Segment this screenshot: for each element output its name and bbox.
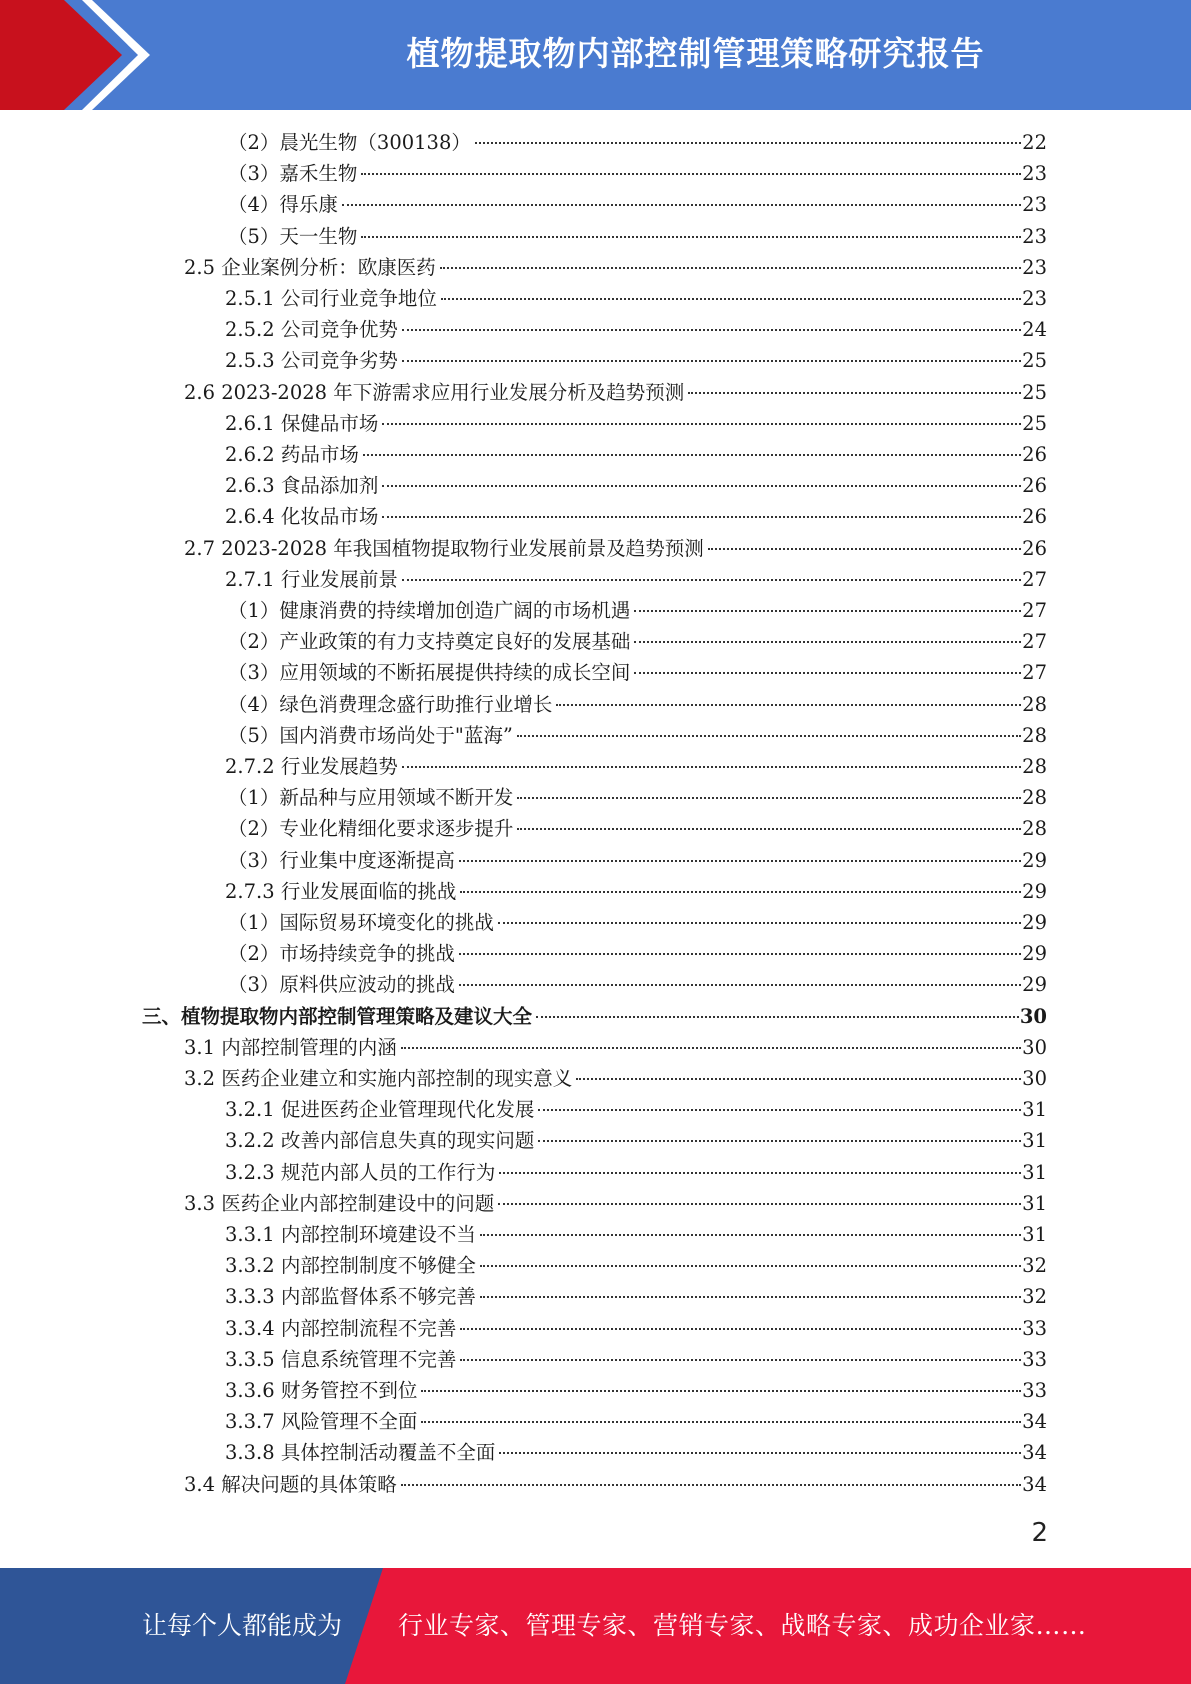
toc-entry-page: 26: [1022, 443, 1047, 466]
toc-entry-title: 3.3.2 内部控制制度不够健全: [225, 1254, 476, 1278]
toc-entry-title: 3.3.5 信息系统管理不完善: [225, 1347, 457, 1371]
toc-entry[interactable]: [184, 1063, 1047, 1094]
toc-entry-page: 24: [1022, 318, 1047, 342]
toc-entry[interactable]: [228, 158, 1047, 189]
toc-entry-page: 30: [1022, 1067, 1047, 1090]
toc-entry[interactable]: [225, 439, 1047, 470]
toc-entry-page: 33: [1022, 1347, 1047, 1371]
toc-dot-leader: [460, 1328, 1021, 1330]
toc-dot-leader: [402, 329, 1021, 331]
toc-entry[interactable]: [225, 345, 1047, 376]
toc-dot-leader: [459, 984, 1021, 986]
toc-entry-title: 3.2.2 改善内部信息失真的现实问题: [225, 1129, 535, 1153]
toc-entry-title: 3.3.7 风险管理不全面: [225, 1410, 418, 1434]
toc-entry-page: 34: [1022, 1410, 1047, 1434]
toc-entry[interactable]: [184, 252, 1047, 283]
toc-dot-leader: [499, 1452, 1021, 1454]
toc-dot-leader: [634, 641, 1021, 643]
toc-entry-page: 28: [1022, 723, 1047, 747]
toc-entry-page: 33: [1022, 1316, 1047, 1340]
toc-entry[interactable]: [184, 1032, 1047, 1063]
toc-entry-page: 26: [1022, 505, 1047, 529]
toc-dot-leader: [480, 1296, 1021, 1298]
toc-entry-title: （2）晨光生物（300138）: [228, 131, 471, 154]
toc-entry[interactable]: [225, 1250, 1047, 1281]
toc-entry[interactable]: [228, 689, 1047, 720]
toc-entry-page: 31: [1022, 1191, 1047, 1215]
toc-entry-title: 2.5 企业案例分析：欧康医药: [184, 255, 436, 279]
toc-entry-page: 34: [1022, 1441, 1047, 1465]
toc-entry[interactable]: [225, 1437, 1047, 1468]
toc-entry-title: 3.3.6 财务管控不到位: [225, 1379, 418, 1402]
toc-dot-leader: [556, 704, 1021, 706]
toc-entry[interactable]: [225, 1281, 1047, 1312]
toc-dot-leader: [460, 891, 1021, 893]
toc-entry[interactable]: [184, 533, 1047, 564]
toc-entry[interactable]: [225, 1157, 1047, 1188]
toc-entry-title: 3.2.3 规范内部人员的工作行为: [225, 1160, 496, 1184]
toc-entry-title: 三、植物提取物内部控制管理策略及建议大全: [142, 1004, 533, 1028]
toc-entry-title: （3）嘉禾生物: [228, 162, 358, 186]
toc-entry[interactable]: [228, 720, 1047, 751]
toc-entry-page: 23: [1022, 162, 1047, 186]
toc-entry-page: 28: [1022, 692, 1047, 716]
toc-entry[interactable]: [225, 470, 1047, 501]
toc-dot-leader: [361, 236, 1021, 238]
toc-entry[interactable]: [225, 1094, 1047, 1125]
toc-entry[interactable]: [228, 907, 1047, 938]
footer-banner: [0, 1568, 1191, 1684]
toc-entry-title: （3）原料供应波动的挑战: [228, 973, 455, 997]
toc-entry-title: 2.6.4 化妆品市场: [225, 505, 379, 529]
toc-entry-title: 3.3.8 具体控制活动覆盖不全面: [225, 1441, 496, 1465]
toc-entry[interactable]: [228, 189, 1047, 220]
toc-entry[interactable]: [228, 813, 1047, 844]
toc-dot-leader: [475, 142, 1021, 144]
toc-entry-page: 25: [1022, 411, 1047, 435]
toc-dot-leader: [517, 797, 1021, 799]
toc-entry-page: 25: [1022, 380, 1047, 404]
toc-dot-leader: [480, 1265, 1021, 1267]
toc-dot-leader: [402, 766, 1021, 768]
toc-entry-page: 29: [1022, 848, 1047, 872]
toc-entry-title: 2.5.2 公司竞争优势: [225, 318, 398, 342]
toc-entry-page: 32: [1022, 1254, 1047, 1278]
toc-entry-page: 30: [1019, 1004, 1047, 1028]
toc-entry-title: 2.6.3 食品添加剂: [225, 474, 379, 498]
toc-entry[interactable]: [184, 1188, 1047, 1219]
toc-dot-leader: [688, 392, 1021, 394]
toc-dot-leader: [460, 1359, 1021, 1361]
toc-entry-title: 3.1 内部控制管理的内涵: [184, 1035, 397, 1059]
toc-entry[interactable]: [225, 1313, 1047, 1344]
toc-entry-page: 23: [1022, 255, 1047, 279]
toc-entry[interactable]: [225, 1344, 1047, 1375]
toc-entry-title: 2.6.1 保健品市场: [225, 411, 379, 435]
toc-dot-leader: [421, 1421, 1021, 1423]
toc-entry-title: （5）天一生物: [228, 224, 358, 248]
toc-entry-title: （2）专业化精细化要求逐步提升: [228, 817, 514, 841]
toc-entry-page: 31: [1022, 1223, 1047, 1246]
toc-entry-page: 29: [1022, 973, 1047, 997]
toc-entry-title: 3.4 解决问题的具体策略: [184, 1472, 397, 1496]
toc-entry-title: （1）国际贸易环境变化的挑战: [228, 911, 494, 934]
toc-entry-title: 2.6.2 药品市场: [225, 443, 359, 466]
toc-entry[interactable]: [225, 283, 1047, 314]
toc-entry-title: （3）应用领域的不断拓展提供持续的成长空间: [228, 661, 631, 685]
toc-entry-page: 31: [1022, 1129, 1047, 1153]
toc-entry-page: 32: [1022, 1285, 1047, 1309]
toc-entry[interactable]: [225, 876, 1047, 907]
toc-entry[interactable]: [228, 782, 1047, 813]
toc-entry[interactable]: [225, 1406, 1047, 1437]
toc-entry-page: 30: [1022, 1035, 1047, 1059]
toc-entry-title: 2.7.1 行业发展前景: [225, 567, 398, 591]
toc-dot-leader: [363, 454, 1021, 456]
toc-dot-leader: [708, 548, 1021, 550]
toc-entry-title: 2.7.2 行业发展趋势: [225, 755, 398, 778]
header-banner: [0, 0, 1191, 110]
toc-dot-leader: [499, 1172, 1021, 1174]
toc-dot-leader: [459, 953, 1021, 955]
toc-dot-leader: [401, 1484, 1021, 1486]
toc-dot-leader: [441, 298, 1021, 300]
toc-entry-page: 33: [1022, 1379, 1047, 1402]
toc-entry-page: 34: [1022, 1472, 1047, 1496]
toc-dot-leader: [517, 828, 1021, 830]
toc-entry[interactable]: [225, 408, 1047, 439]
toc-entry[interactable]: [184, 1469, 1047, 1500]
toc-entry-title: （3）行业集中度逐渐提高: [228, 848, 455, 872]
toc-dot-leader: [402, 360, 1021, 362]
toc-entry-title: 3.2 医药企业建立和实施内部控制的现实意义: [184, 1067, 573, 1090]
toc-dot-leader: [402, 579, 1021, 581]
toc-entry-page: 25: [1022, 349, 1047, 373]
toc-dot-leader: [361, 173, 1021, 175]
toc-entry-page: 29: [1022, 942, 1047, 966]
toc-entry-page: 28: [1022, 755, 1047, 778]
toc-entry[interactable]: [142, 1001, 1047, 1032]
toc-entry[interactable]: [228, 221, 1047, 252]
toc-entry-page: 26: [1022, 474, 1047, 498]
toc-dot-leader: [382, 516, 1021, 518]
footer-slogan: 让每个人都能成为: [142, 1611, 343, 1640]
toc-dot-leader: [634, 672, 1021, 674]
toc-entry-title: 2.5.1 公司行业竞争地位: [225, 287, 437, 310]
toc-entry[interactable]: [225, 314, 1047, 345]
toc-entry-page: 27: [1022, 567, 1047, 591]
toc-entry-page: 27: [1022, 599, 1047, 622]
toc-entry[interactable]: [225, 501, 1047, 532]
page-number: 2: [1031, 1518, 1048, 1548]
toc-entry[interactable]: [228, 845, 1047, 876]
footer-expert-list: 行业专家、管理专家、营销专家、战略专家、成功企业家……: [398, 1611, 1087, 1640]
toc-entry-title: 3.2.1 促进医药企业管理现代化发展: [225, 1098, 535, 1122]
toc-entry[interactable]: [228, 127, 1047, 158]
toc-entry-page: 31: [1022, 1160, 1047, 1184]
toc-dot-leader: [382, 423, 1021, 425]
toc-entry-page: 27: [1022, 630, 1047, 654]
toc-entry-page: 23: [1022, 224, 1047, 248]
toc-entry[interactable]: [184, 377, 1047, 408]
toc-entry-title: 2.7.3 行业发展面临的挑战: [225, 879, 457, 903]
toc-dot-leader: [401, 1047, 1021, 1049]
toc-entry-title: 3.3.4 内部控制流程不完善: [225, 1316, 457, 1340]
toc-dot-leader: [536, 1016, 1019, 1018]
toc-entry-page: 26: [1022, 536, 1047, 560]
toc-entry-title: （2）产业政策的有力支持奠定良好的发展基础: [228, 630, 631, 654]
toc-entry[interactable]: [228, 626, 1047, 657]
toc-entry-page: 22: [1022, 131, 1047, 154]
toc-dot-leader: [498, 1203, 1021, 1205]
report-title: 植物提取物内部控制管理策略研究报告: [406, 34, 985, 73]
toc-entry[interactable]: [225, 751, 1047, 782]
toc-dot-leader: [576, 1078, 1021, 1080]
toc-dot-leader: [498, 922, 1021, 924]
toc-dot-leader: [342, 204, 1021, 206]
toc-entry-page: 28: [1022, 786, 1047, 810]
toc-dot-leader: [517, 735, 1021, 737]
toc-entry-page: 29: [1022, 911, 1047, 934]
toc-entry-title: （4）绿色消费理念盛行助推行业增长: [228, 692, 553, 716]
toc-entry-page: 29: [1022, 879, 1047, 903]
toc-entry-page: 31: [1022, 1098, 1047, 1122]
toc-entry-title: （2）市场持续竞争的挑战: [228, 942, 455, 966]
toc-dot-leader: [538, 1140, 1021, 1142]
toc-entry-title: 2.6 2023-2028 年下游需求应用行业发展分析及趋势预测: [184, 380, 685, 404]
toc-dot-leader: [538, 1109, 1021, 1111]
toc-entry-title: 2.5.3 公司竞争劣势: [225, 349, 398, 373]
toc-dot-leader: [634, 610, 1021, 612]
toc-entry[interactable]: [228, 595, 1047, 626]
toc-dot-leader: [480, 1234, 1021, 1236]
toc-entry-title: 2.7 2023-2028 年我国植物提取物行业发展前景及趋势预测: [184, 536, 704, 560]
toc-entry[interactable]: [228, 938, 1047, 969]
toc-entry-page: 23: [1022, 287, 1047, 310]
toc-entry-title: 3.3 医药企业内部控制建设中的问题: [184, 1191, 495, 1215]
header-arrow-decoration: [0, 0, 150, 110]
toc-entry[interactable]: [225, 1375, 1047, 1406]
toc-entry-title: 3.3.1 内部控制环境建设不当: [225, 1223, 476, 1246]
toc-entry[interactable]: [225, 1219, 1047, 1250]
toc-dot-leader: [421, 1390, 1021, 1392]
toc-entry-title: （1）新品种与应用领域不断开发: [228, 786, 514, 810]
toc-entry[interactable]: [225, 564, 1047, 595]
toc-dot-leader: [459, 860, 1021, 862]
toc-entry[interactable]: [225, 1125, 1047, 1156]
toc-entry-title: （4）得乐康: [228, 193, 338, 217]
toc-dot-leader: [440, 267, 1021, 269]
toc-entry-title: 3.3.3 内部监督体系不够完善: [225, 1285, 476, 1309]
toc-entry[interactable]: [228, 969, 1047, 1000]
toc-entry[interactable]: [228, 657, 1047, 688]
toc-entry-title: （1）健康消费的持续增加创造广阔的市场机遇: [228, 599, 631, 622]
toc-entry-page: 27: [1022, 661, 1047, 685]
toc-entry-title: （5）国内消费市场尚处于"蓝海”: [228, 723, 513, 747]
toc-entry-page: 23: [1022, 193, 1047, 217]
toc-dot-leader: [382, 485, 1021, 487]
toc-entry-page: 28: [1022, 817, 1047, 841]
